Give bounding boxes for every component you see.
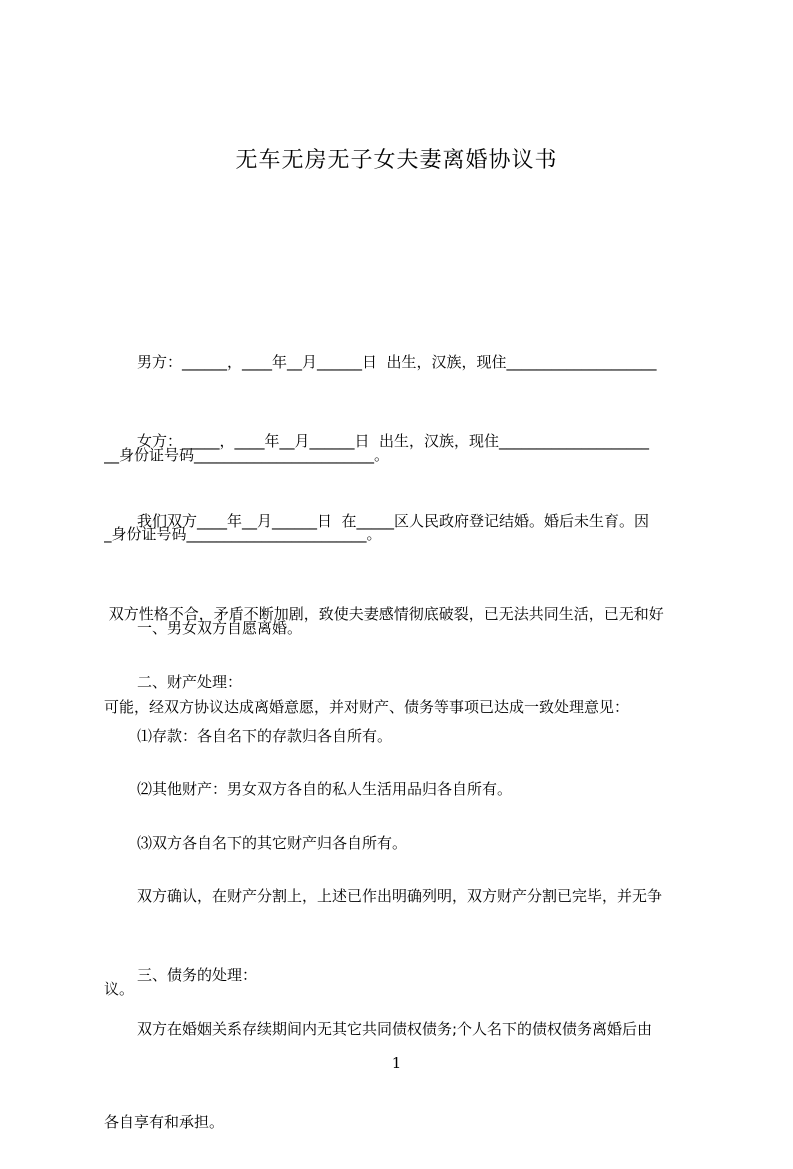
female-party-line-1: 女方：_____，____年__月______日 出生，汉族，现住____________________ [137,432,650,450]
debt-line-2: 各自享有和承担。 [104,1113,225,1131]
male-party-line-1: 男方：______，____年__月______日 出生，汉族，现住____________________ [137,353,657,371]
intro-line-3: 可能，经双方协议达成离婚意愿，并对财产、债务等事项已达成一致处理意见： [104,698,630,716]
property-item-2-text: ⑵其他财产：男女双方各自的私人生活用品归各自所有。 [137,780,513,798]
section-2-heading: 二、财产处理： [137,673,243,691]
property-item-1-text: ⑴存款：各自名下的存款归各自所有。 [137,727,393,745]
confirm-line-2: 议。 [104,980,135,998]
page-number: 1 [391,1054,402,1072]
debt-line-1: 双方在婚姻关系存续期间内无其它共同债权债务;个人名下的债权债务离婚后由 [137,1020,653,1038]
confirm-line-1: 双方确认，在财产分割上，上述已作出明确列明，双方财产分割已完毕，并无争 [137,887,663,905]
property-item-3-text: ⑶双方各自名下的其它财产归各自所有。 [137,834,408,852]
male-party-line-2: __身份证号码________________________。 [104,446,390,464]
intro-line-2: 双方性格不合，矛盾不断加剧，致使夫妻感情彻底破裂，已无法共同生活，已无和好 [104,605,664,623]
intro-line-1: 我们双方____年__月______日 在_____区人民政府登记结婚。婚后未生育。因 [137,512,650,530]
document-title: 无车无房无子女夫妻离婚协议书 [235,148,558,173]
female-party-line-2: _身份证号码________________________。 [104,525,382,543]
section-1-heading: 一、男女双方自愿离婚。 [137,619,303,637]
section-3-heading: 三、债务的处理： [137,966,258,984]
